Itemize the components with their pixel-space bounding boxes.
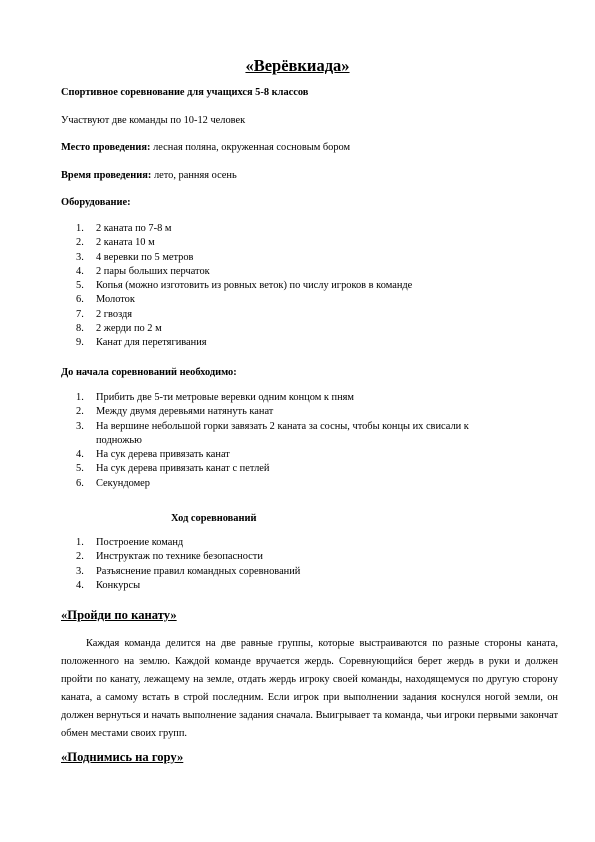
list-item: 2. Между двумя деревьями натянуть канат <box>76 406 274 418</box>
venue-line <box>61 141 350 154</box>
list-item-continuation: подножью <box>96 434 142 446</box>
list-item: 5. На сук дерева привязать канат с петлей <box>76 463 270 475</box>
list-item: 4. На сук дерева привязать канат <box>76 449 230 461</box>
list-item: 3. На вершине небольшой горки завязать 2 каната за сосны, чтобы концы их свисали к <box>76 420 469 432</box>
list-item: 4. 2 пары больших перчаток <box>76 265 210 277</box>
section-heading-climb-hill: «Поднимись на гору» <box>61 750 184 764</box>
time-line <box>61 169 237 182</box>
list-item: 1. Прибить две 5-ти метровые веревки одним концом к пням <box>76 392 355 403</box>
list-item: 4. Конкурсы <box>76 579 141 591</box>
list-item: 2. 2 каната 10 м <box>76 237 155 249</box>
page-title: «Верёвкиада» <box>245 56 350 75</box>
list-item: 8. 2 жерди по 2 м <box>76 323 162 335</box>
participants-text: Участвуют две команды по 10-12 человек <box>61 115 246 126</box>
list-item: 6. Секундомер <box>76 477 150 489</box>
list-item: 9. Канат для перетягивания <box>76 337 207 349</box>
time-value: лето, ранняя осень <box>151 170 237 181</box>
venue-value: лесная поляна, окруженная сосновым бором <box>150 142 351 153</box>
list-item: 3. Разъяснение правил командных соревнований <box>76 565 301 577</box>
list-item: 6. Молоток <box>76 294 135 306</box>
section-heading-walk-rope: «Пройди по канату» <box>61 608 177 622</box>
list-item: 1. 2 каната по 7-8 м <box>76 223 172 234</box>
course-heading: Ход соревнований <box>171 513 257 524</box>
section-paragraph: Каждая команда делится на две равные группы, которые выстраиваются по разные стороны каната, положенного на землю. Каждой команде вручается жердь. Соревнующийся берет жердь в руки и должен пройти по канату, лежащему на земле, отдать жердь игроку своей команды, находящемуся по другую сторону каната, а самому встать в строй последним. Если игрок при выполнении задания коснулся ногой земли, он должен вернуться и начать выполнение задания сначала. Выигрывает та команда, чьи игроки первыми закончат обмен местами своих групп. <box>61 638 558 739</box>
list-item: 2. Инструктаж по технике безопасности <box>76 551 263 563</box>
list-item: 7. 2 гвоздя <box>76 308 133 320</box>
venue-label: Место проведения: <box>61 142 151 153</box>
equipment-heading: Оборудование: <box>61 197 131 208</box>
equipment-list <box>76 222 412 351</box>
list-item: 1. Построение команд <box>76 537 184 548</box>
list-item: 5. Копья (можно изготовить из ровных веток) по числу игроков в команде <box>76 280 413 292</box>
preparation-heading: До начала соревнований необходимо: <box>61 367 237 378</box>
preparation-list <box>76 391 469 491</box>
list-item: 3. 4 веревки по 5 метров <box>76 251 194 263</box>
course-list <box>76 536 300 593</box>
time-label: Время проведения: <box>61 170 152 181</box>
subtitle: Спортивное соревнование для учащихся 5-8 классов <box>61 87 309 98</box>
